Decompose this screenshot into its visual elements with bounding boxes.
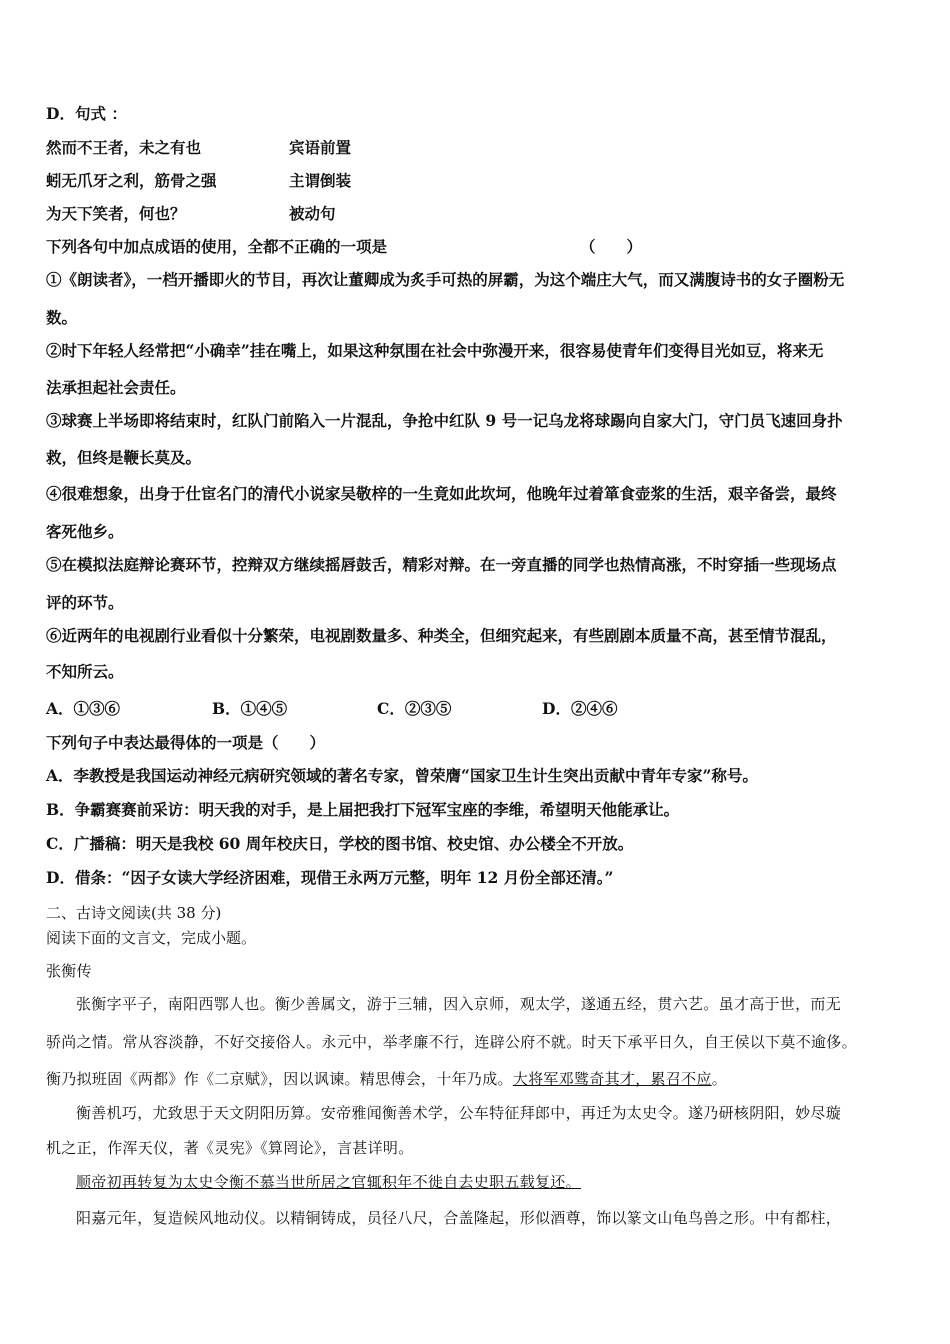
essay-text: 衡乃拟班固《两都》作《二京赋》，因以讽谏。精思傅会，十年乃成。	[46, 1070, 513, 1088]
syntax-type: 主谓倒装	[289, 171, 352, 190]
idiom-item-5-line2: 评的环节。	[46, 593, 124, 612]
option-c[interactable]: C．广播稿：明天是我校 60 周年校庆日，学校的图书馆、校史馆、办公楼全不开放。	[46, 834, 634, 853]
idiom-item-3-line2: 救，但终是鞭长莫及。	[46, 448, 202, 467]
idiom-item-1-line2: 数。	[46, 308, 78, 327]
option-d[interactable]: D．②④⑥	[542, 699, 618, 718]
idiom-item-4-line2: 客死他乡。	[46, 522, 124, 541]
section-title: 二、古诗文阅读(共 38 分)	[46, 904, 222, 922]
question-stem: 下列句子中表达最得体的一项是（ ）	[46, 733, 326, 752]
syntax-row	[46, 204, 186, 224]
syntax-sentence: 蚓无爪牙之利，筋骨之强	[46, 171, 217, 190]
essay-p1-line2: 骄尚之情。常从容淡静，不好交接俗人。永元中，举孝廉不行，连辟公府不就。时天下承平日久，自王侯以下莫不逾侈。	[46, 1033, 857, 1051]
syntax-type: 宾语前置	[289, 138, 352, 157]
essay-title: 张衡传	[46, 962, 92, 980]
answer-paren: （ ）	[580, 237, 643, 256]
syntax-type: 被动句	[289, 204, 336, 223]
essay-p2-line2: 机之正，作浑天仪，著《灵宪》《算罔论》，言甚详明。	[46, 1139, 414, 1157]
idiom-item-4-line1: ④很难想象，出身于仕宦名门的清代小说家吴敬梓的一生竟如此坎坷，他晚年过着箪食壶浆的生活，艰辛备尝，最终	[46, 484, 837, 503]
option-b[interactable]: B．争霸赛赛前采访：明天我的对手，是上届把我打下冠军宝座的李维，希望明天他能承让。	[46, 800, 680, 819]
underlined-sentence: 大将军邓骘奇其才，累召不应	[512, 1070, 712, 1088]
section-d-header: D．句式 ：	[46, 104, 127, 123]
option-c[interactable]: C．②③⑤	[377, 699, 452, 718]
underlined-passage: 顺帝初再转复为太史令衡不慕当世所居之官辄积年不徙自去史职五载复还。	[76, 1173, 581, 1191]
syntax-row	[46, 138, 201, 158]
essay-p1-line3	[46, 1069, 727, 1089]
idiom-item-5-line1: ⑤在模拟法庭辩论赛环节，控辩双方继续摇唇鼓舌，精彩对辩。在一旁直播的同学也热情高涨，不时穿插一些现场点	[46, 555, 837, 574]
idiom-item-3-line1: ③球赛上半场即将结束时，红队门前陷入一片混乱，争抢中红队 9 号一记乌龙将球踢向自家大门，守门员飞速回身扑	[46, 411, 843, 430]
syntax-row	[46, 171, 217, 191]
option-b[interactable]: B．①④⑤	[212, 699, 288, 718]
section-instruction: 阅读下面的文言文，完成小题。	[46, 929, 257, 947]
option-a[interactable]: A．李教授是我国运动神经元病研究领域的著名专家，曾荣膺“国家卫生计生突出贡献中青年专家”称号。	[46, 766, 758, 785]
question-stem: 下列各句中加点成语的使用，全都不正确的一项是	[46, 237, 388, 256]
idiom-item-2-line2: 法承担起社会责任。	[46, 378, 186, 397]
option-d[interactable]: D．借条：“因子女读大学经济困难，现借王永两万元整，明年 12 月份全部还清。”	[46, 868, 614, 887]
essay-p1-line1: 张衡字平子，南阳西鄂人也。衡少善属文，游于三辅，因入京师，观太学，遂通五经，贯六艺。虽才高于世，而无	[76, 995, 842, 1013]
option-a[interactable]: A．①③⑥	[46, 699, 121, 718]
idiom-item-6-line1: ⑥近两年的电视剧行业看似十分繁荣，电视剧数量多、种类全，但细究起来，有些剧剧本质量不高，甚至情节混乱，	[46, 626, 837, 645]
syntax-sentence: 然而不王者，未之有也	[46, 138, 202, 157]
idiom-item-6-line2: 不知所云。	[46, 662, 124, 681]
essay-p2-line1: 衡善机巧，尤致思于天文阴阳历算。安帝雅闻衡善术学，公车特征拜郎中，再迁为太史令。遂乃研核阴阳，妙尽璇	[76, 1104, 842, 1122]
idiom-item-2-line1: ②时下年轻人经常把“小确幸”挂在嘴上，如果这种氛围在社会中弥漫开来，很容易使青年们变得目光如豆，将来无	[46, 341, 824, 360]
essay-text: 。	[711, 1070, 728, 1088]
essay-p4-line1: 阳嘉元年，复造候风地动仪。以精铜铸成，员径八尺，合盖隆起，形似酒尊，饰以篆文山龟鸟兽之形。中有都柱，	[76, 1209, 842, 1227]
idiom-item-1-line1: ①《朗读者》，一档开播即火的节目，再次让董卿成为炙手可热的屏霸，为这个端庄大气，而又满腹诗书的女子圈粉无	[46, 270, 845, 289]
syntax-sentence: 为天下笑者，何也？	[46, 204, 186, 223]
